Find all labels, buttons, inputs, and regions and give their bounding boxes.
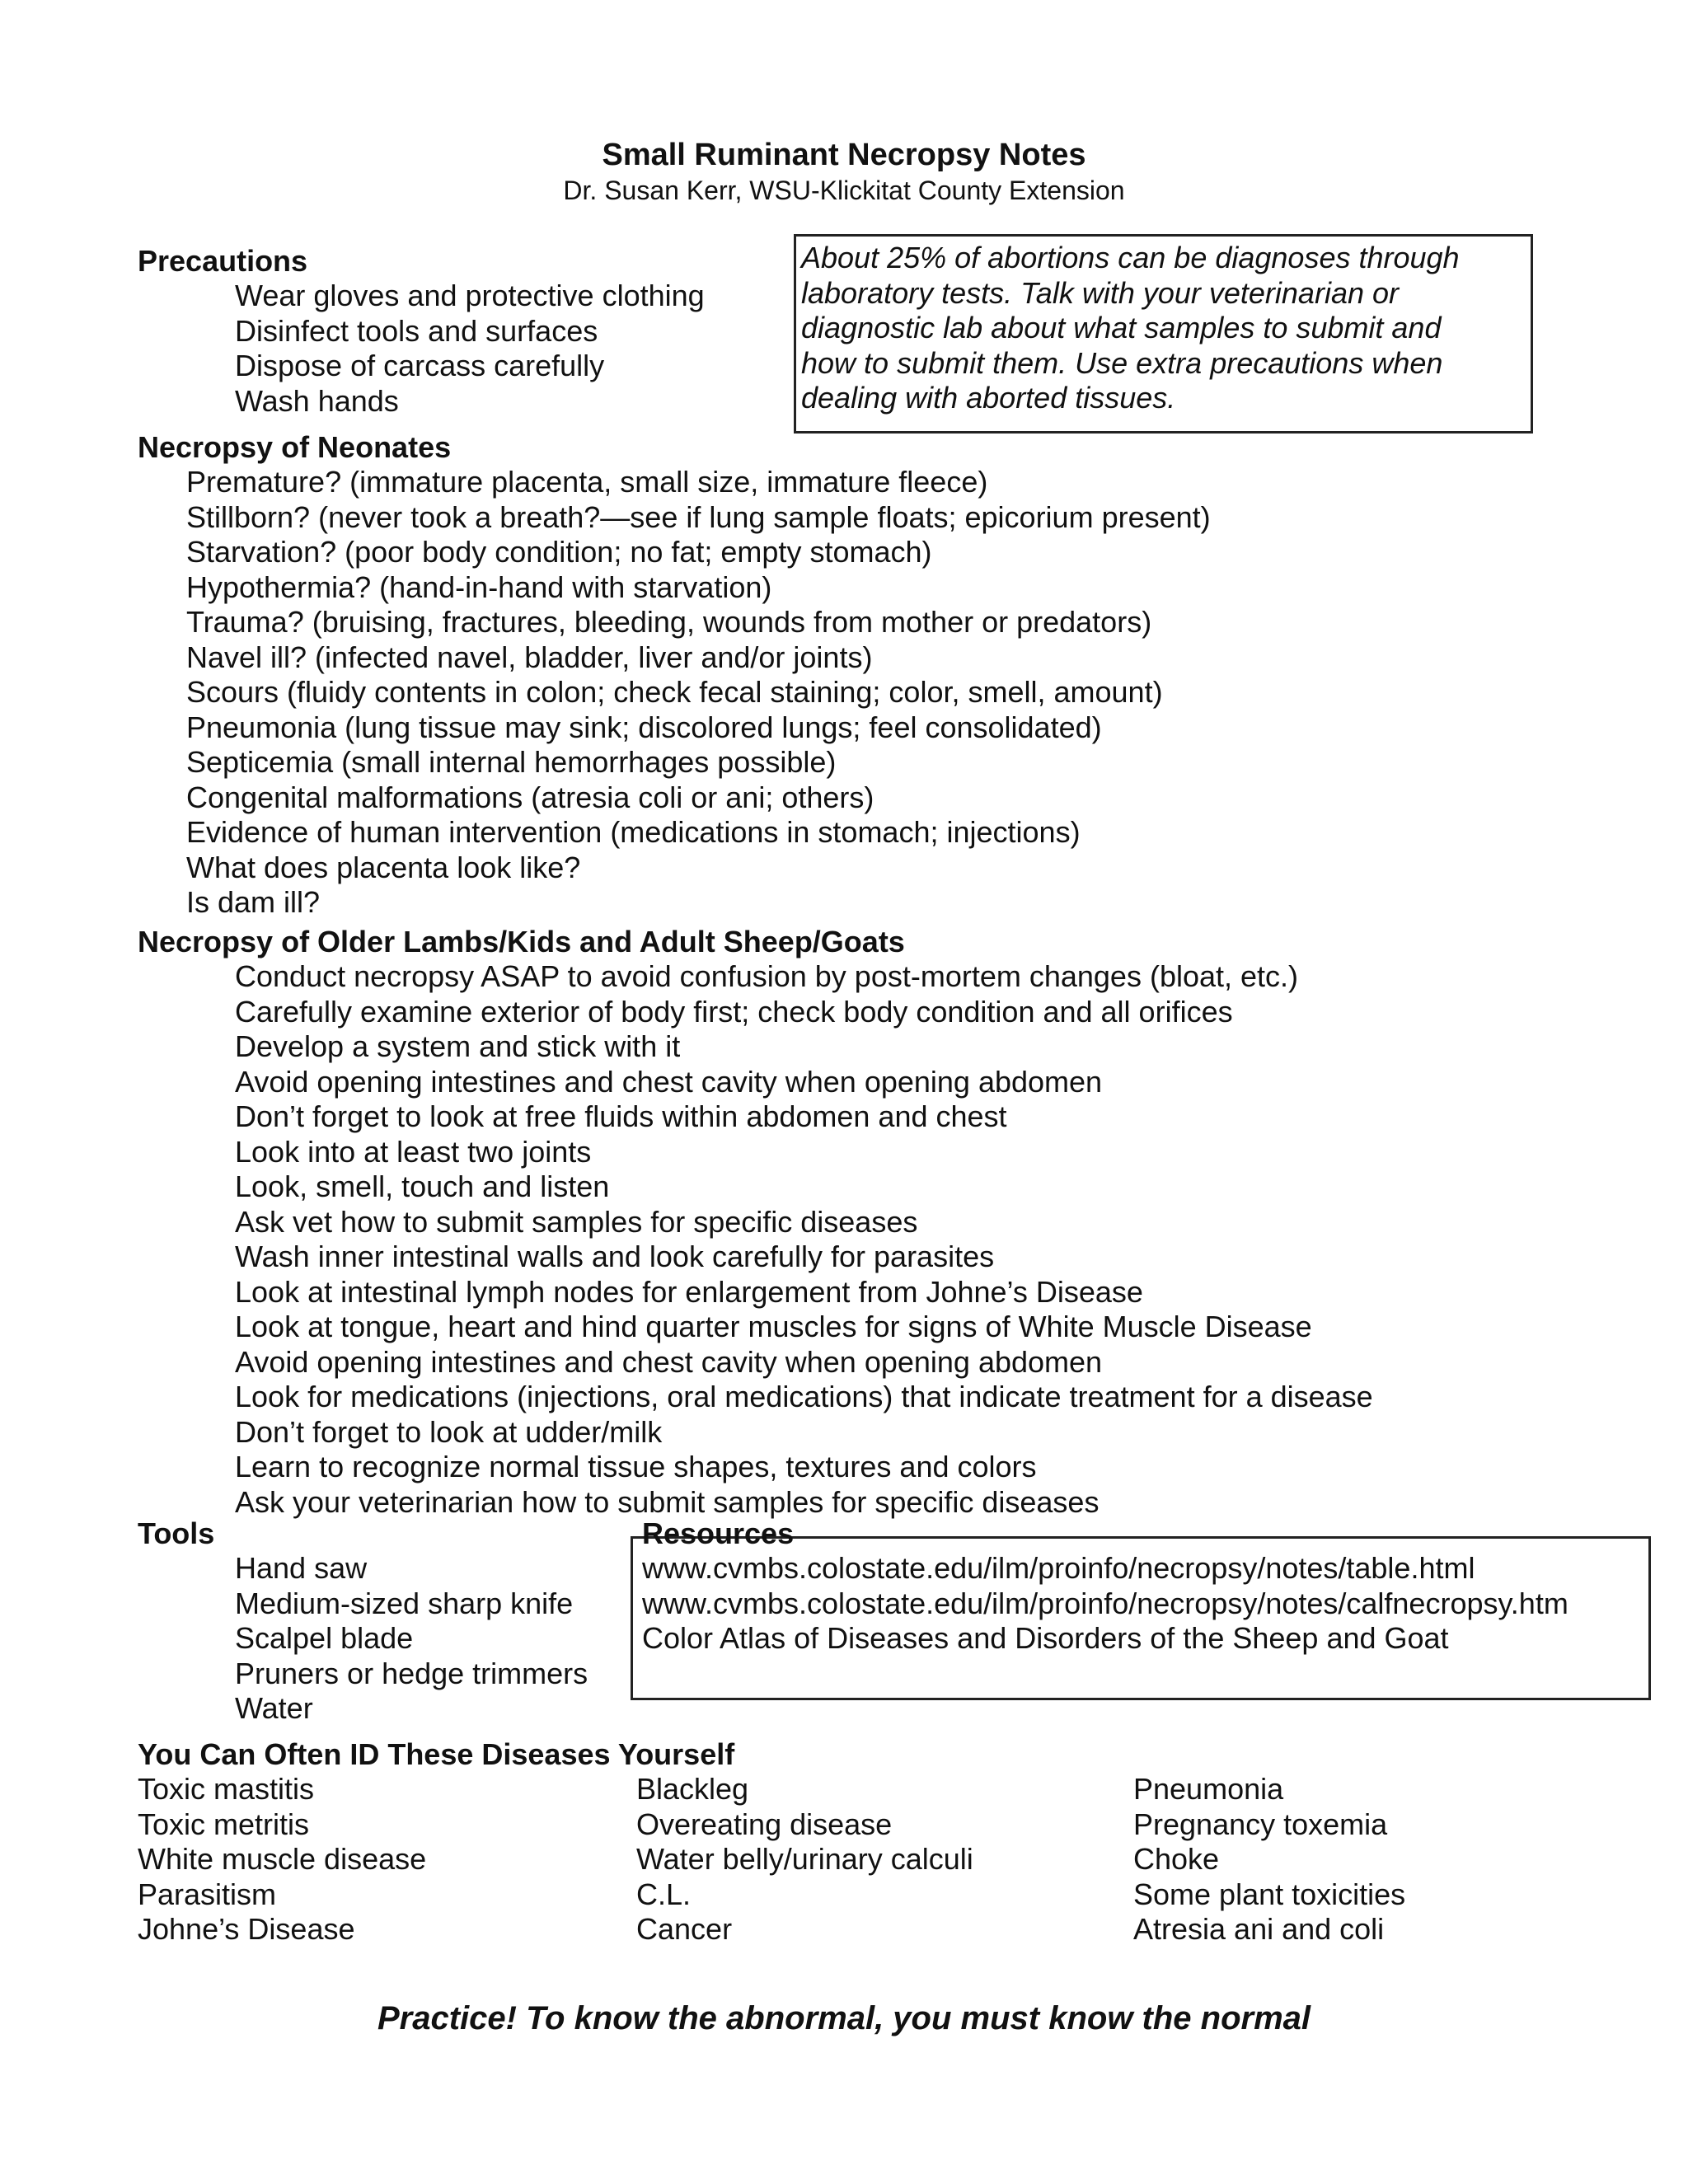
- older-list: [235, 959, 1373, 1520]
- list-item: Look at intestinal lymph nodes for enlargement from Johne’s Disease: [235, 1274, 1143, 1309]
- tools-list: [235, 1551, 588, 1727]
- list-item: Water belly/urinary calculi: [636, 1842, 973, 1876]
- list-item: Johne’s Disease: [138, 1912, 355, 1946]
- list-item: Color Atlas of Diseases and Disorders of the Sheep and Goat: [642, 1621, 1449, 1655]
- list-item: Starvation? (poor body condition; no fat; empty stomach): [186, 535, 932, 569]
- list-item: Don’t forget to look at udder/milk: [235, 1414, 663, 1449]
- list-item: Look for medications (injections, oral medications) that indicate treatment for a disease: [235, 1380, 1373, 1413]
- diseases-column-3: [1133, 1772, 1405, 1947]
- list-item: Wash inner intestinal walls and look carefully for parasites: [235, 1240, 995, 1273]
- list-item: Parasitism: [138, 1877, 277, 1911]
- list-item: Septicemia (small internal hemorrhages possible): [186, 745, 837, 779]
- list-item: Cancer: [636, 1912, 733, 1946]
- list-item: Overeating disease: [636, 1807, 893, 1841]
- tools-heading: Tools: [138, 1516, 215, 1550]
- neonates-heading: Necropsy of Neonates: [138, 430, 452, 464]
- list-item: Trauma? (bruising, fractures, bleeding, wounds from mother or predators): [186, 605, 1152, 639]
- list-item: Choke: [1133, 1842, 1220, 1876]
- page-subtitle: Dr. Susan Kerr, WSU-Klickitat County Extension: [563, 176, 1125, 205]
- note-line: dealing with aborted tissues.: [801, 381, 1176, 415]
- list-item: Blackleg: [636, 1772, 749, 1806]
- list-item: Hand saw: [235, 1551, 368, 1585]
- list-item: Medium-sized sharp knife: [235, 1586, 574, 1620]
- list-item: Look, smell, touch and listen: [235, 1169, 610, 1203]
- list-item: Avoid opening intestines and chest cavity when opening abdomen: [235, 1064, 1103, 1099]
- note-line: laboratory tests. Talk with your veterinarian or: [801, 275, 1399, 310]
- list-item: Wash hands: [235, 383, 399, 418]
- list-item: Develop a system and stick with it: [235, 1029, 681, 1063]
- list-item: Wear gloves and protective clothing: [235, 279, 705, 312]
- list-item: Ask your veterinarian how to submit samples for specific diseases: [235, 1484, 1100, 1519]
- list-item: Toxic metritis: [138, 1807, 310, 1841]
- list-item: Evidence of human intervention (medications in stomach; injections): [186, 815, 1081, 849]
- resource-link[interactable]: www.cvmbs.colostate.edu/ilm/proinfo/necropsy/notes/table.html: [642, 1551, 1475, 1585]
- list-item: Disinfect tools and surfaces: [235, 313, 598, 348]
- note-line: how to submit them. Use extra precautions when: [801, 345, 1443, 380]
- closing-statement: Practice! To know the abnormal, you must know the normal: [377, 2000, 1311, 2036]
- neonates-list: [186, 465, 1211, 921]
- list-item: Is dam ill?: [186, 885, 321, 919]
- diseases-column-1: [138, 1772, 426, 1947]
- list-item: Stillborn? (never took a breath?—see if lung sample floats; epicorium present): [186, 499, 1211, 534]
- list-item: Toxic mastitis: [138, 1772, 315, 1806]
- list-item: Pneumonia (lung tissue may sink; discolored lungs; feel consolidated): [186, 710, 1102, 744]
- list-item: Scours (fluidy contents in colon; check fecal staining; color, smell, amount): [186, 675, 1163, 709]
- resource-link[interactable]: www.cvmbs.colostate.edu/ilm/proinfo/necropsy/notes/calfnecropsy.htm: [642, 1586, 1568, 1620]
- note-line: diagnostic lab about what samples to submit and: [801, 311, 1442, 344]
- diseases-column-2: [636, 1772, 973, 1947]
- diseases-heading: You Can Often ID These Diseases Yourself: [138, 1737, 735, 1771]
- list-item: Learn to recognize normal tissue shapes, textures and colors: [235, 1450, 1037, 1483]
- list-item: Dispose of carcass carefully: [235, 349, 605, 382]
- list-item: Hypothermia? (hand-in-hand with starvation): [186, 569, 772, 604]
- list-item: Look at tongue, heart and hind quarter muscles for signs of White Muscle Disease: [235, 1310, 1312, 1343]
- list-item: White muscle disease: [138, 1842, 427, 1876]
- list-item: Avoid opening intestines and chest cavity when opening abdomen: [235, 1344, 1103, 1379]
- list-item: Pregnancy toxemia: [1133, 1807, 1388, 1841]
- precautions-list: [235, 279, 705, 419]
- note-line: About 25% of abortions can be diagnoses through: [801, 241, 1460, 274]
- list-item: Some plant toxicities: [1133, 1877, 1406, 1911]
- list-item: Don’t forget to look at free fluids within abdomen and chest: [235, 1099, 1007, 1133]
- list-item: C.L.: [636, 1877, 692, 1911]
- list-item: Pruners or hedge trimmers: [235, 1656, 588, 1690]
- resources-list: [642, 1551, 1568, 1657]
- list-item: Atresia ani and coli: [1133, 1912, 1385, 1946]
- resources-heading: Resources: [642, 1516, 795, 1550]
- list-item: Look into at least two joints: [235, 1134, 592, 1169]
- precautions-heading: Precautions: [138, 244, 308, 278]
- list-item: What does placenta look like?: [186, 850, 581, 884]
- list-item: Congenital malformations (atresia coli or ani; others): [186, 780, 874, 814]
- list-item: Navel ill? (infected navel, bladder, liver and/or joints): [186, 640, 873, 674]
- list-item: Conduct necropsy ASAP to avoid confusion by post-mortem changes (bloat, etc.): [235, 959, 1299, 993]
- list-item: Ask vet how to submit samples for specific diseases: [235, 1204, 918, 1239]
- list-item: Scalpel blade: [235, 1621, 414, 1655]
- list-item: Premature? (immature placenta, small size, immature fleece): [186, 465, 988, 499]
- page-title: Small Ruminant Necropsy Notes: [602, 138, 1086, 172]
- list-item: Water: [235, 1691, 313, 1725]
- abortion-note-text: [801, 241, 1460, 416]
- older-heading: Necropsy of Older Lambs/Kids and Adult Sheep/Goats: [138, 925, 905, 958]
- list-item: Pneumonia: [1133, 1772, 1284, 1806]
- list-item: Carefully examine exterior of body first; check body condition and all orifices: [235, 994, 1233, 1029]
